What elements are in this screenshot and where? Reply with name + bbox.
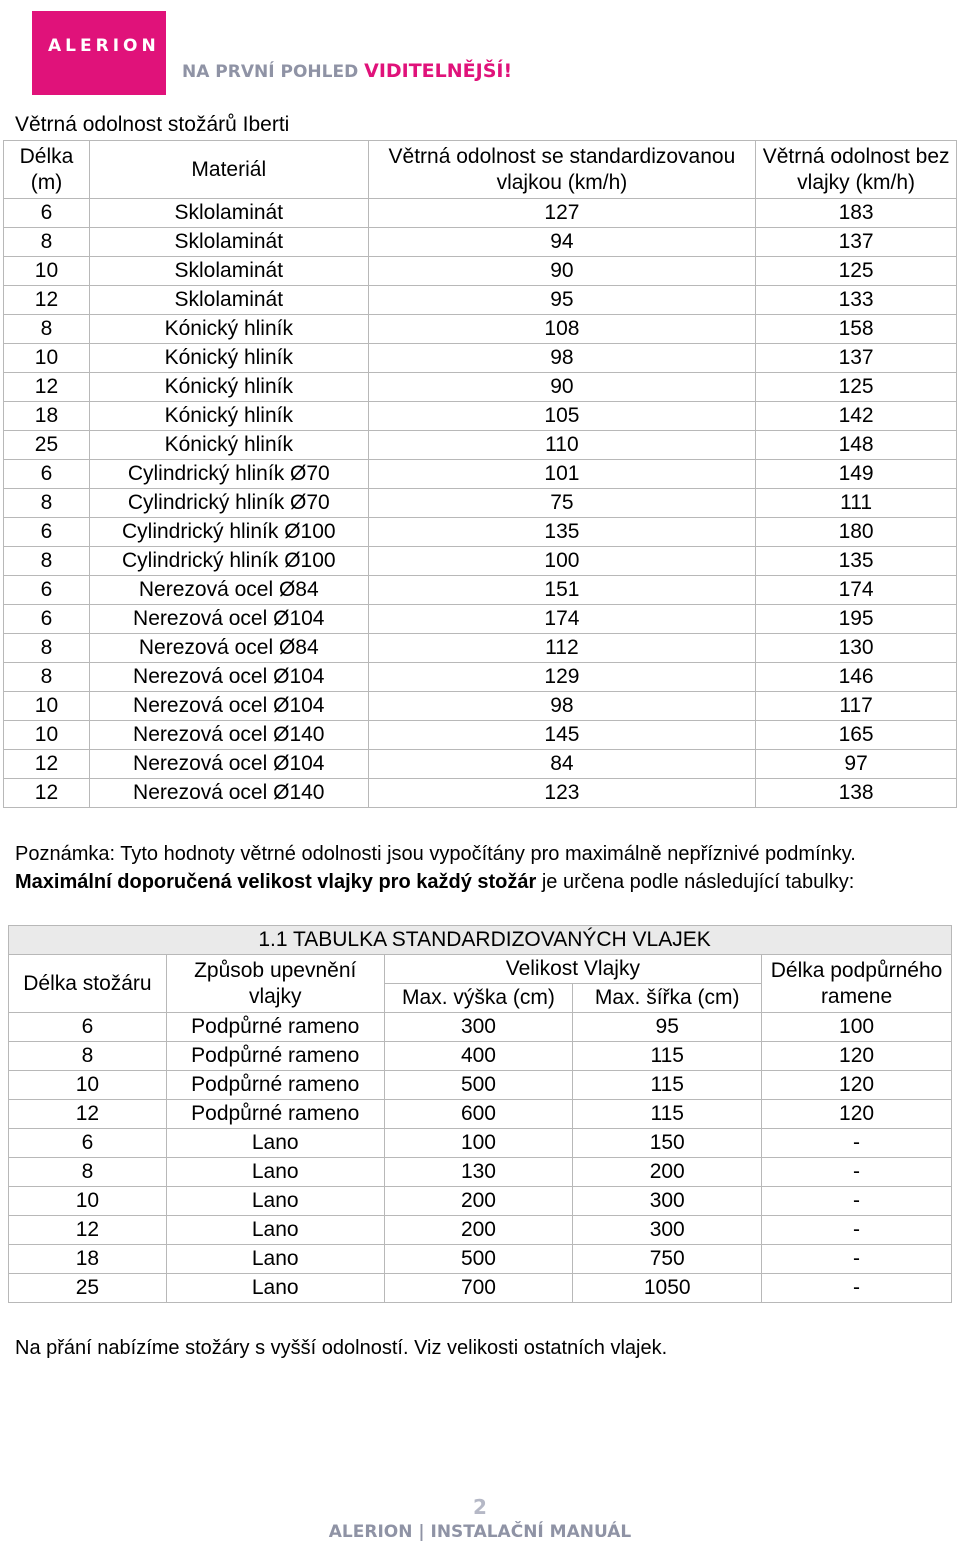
table-cell: Lano: [166, 1274, 384, 1303]
table-cell: 108: [368, 315, 756, 344]
table-cell: 400: [384, 1042, 573, 1071]
table-row: [4, 257, 957, 286]
table-row: [9, 1187, 952, 1216]
table-cell: 133: [756, 286, 957, 315]
tagline-part-a: NA PRVNÍ POHLED: [182, 62, 359, 82]
table-cell: 135: [368, 518, 756, 547]
table-row: [4, 315, 957, 344]
table-cell: Kónický hliník: [89, 373, 368, 402]
table-cell: 6: [4, 576, 90, 605]
table-cell: 180: [756, 518, 957, 547]
table-cell: 125: [756, 257, 957, 286]
table-cell: 6: [4, 605, 90, 634]
table-cell: Nerezová ocel Ø140: [89, 721, 368, 750]
note-line-1: Poznámka: Tyto hodnoty větrné odolnosti jsou vypočítány pro maximálně nepříznivé podmínky.: [15, 843, 856, 865]
table-cell: 10: [4, 344, 90, 373]
table-row: [9, 1013, 952, 1042]
table-row: [4, 286, 957, 315]
table-row: [4, 344, 957, 373]
table-cell: 145: [368, 721, 756, 750]
table-cell: 120: [762, 1100, 952, 1129]
table-cell: 6: [4, 199, 90, 228]
table-row: [4, 402, 957, 431]
table-cell: 195: [756, 605, 957, 634]
table-cell: 183: [756, 199, 957, 228]
header-arm-length: Délka podpůrného ramene: [762, 955, 952, 1013]
table-cell: 12: [4, 373, 90, 402]
table-row: [9, 1216, 952, 1245]
table-cell: Cylindrický hliník Ø70: [89, 489, 368, 518]
table-cell: 8: [4, 663, 90, 692]
table-row: [9, 1158, 952, 1187]
table-cell: 95: [368, 286, 756, 315]
table-cell: 100: [762, 1013, 952, 1042]
table-row: [4, 199, 957, 228]
table-cell: Cylindrický hliník Ø100: [89, 518, 368, 547]
table-cell: Kónický hliník: [89, 431, 368, 460]
table-cell: 600: [384, 1100, 573, 1129]
table-cell: 110: [368, 431, 756, 460]
table-cell: 100: [368, 547, 756, 576]
closing-text: Na přání nabízíme stožáry s vyšší odolností. Viz velikosti ostatních vlajek.: [15, 1337, 668, 1359]
table-cell: 300: [384, 1013, 573, 1042]
table-cell: 700: [384, 1274, 573, 1303]
table-cell: Podpůrné rameno: [166, 1013, 384, 1042]
header-mounting: Způsob upevnění vlajky: [166, 955, 384, 1013]
table-cell: 137: [756, 228, 957, 257]
table-cell: 10: [4, 721, 90, 750]
table-row: [9, 1129, 952, 1158]
table-cell: 130: [756, 634, 957, 663]
table-cell: 75: [368, 489, 756, 518]
table-cell: 125: [756, 373, 957, 402]
table-cell: 8: [9, 1158, 167, 1187]
table-cell: 105: [368, 402, 756, 431]
table-cell: Lano: [166, 1129, 384, 1158]
table-cell: 500: [384, 1071, 573, 1100]
table-cell: 300: [573, 1187, 762, 1216]
table-row: [4, 721, 957, 750]
table-header-row: [4, 141, 957, 199]
table-cell: 10: [9, 1187, 167, 1216]
table-cell: 115: [573, 1071, 762, 1100]
table-cell: 6: [4, 460, 90, 489]
table-cell: Sklolaminát: [89, 199, 368, 228]
table-cell: 120: [762, 1071, 952, 1100]
header-with-flag: Větrná odolnost se standardizovanou vlajkou (km/h): [368, 141, 756, 199]
table-cell: 151: [368, 576, 756, 605]
table-cell: Kónický hliník: [89, 344, 368, 373]
table-row: [4, 373, 957, 402]
table-row: [4, 663, 957, 692]
table-cell: 10: [4, 692, 90, 721]
table-cell: 115: [573, 1100, 762, 1129]
table-cell: 200: [384, 1187, 573, 1216]
table-cell: Sklolaminát: [89, 228, 368, 257]
table-cell: 117: [756, 692, 957, 721]
table-cell: Podpůrné rameno: [166, 1071, 384, 1100]
table-cell: 1050: [573, 1274, 762, 1303]
wind-resistance-table: [3, 140, 957, 808]
table-cell: 135: [756, 547, 957, 576]
table-cell: 10: [9, 1071, 167, 1100]
table-row: [4, 634, 957, 663]
table-row: [4, 605, 957, 634]
table1-title: Větrná odolnost stožárů Iberti: [15, 113, 290, 136]
table-row: [9, 1042, 952, 1071]
table-cell: 120: [762, 1042, 952, 1071]
table-cell: Nerezová ocel Ø104: [89, 605, 368, 634]
table-cell: 12: [9, 1100, 167, 1129]
table-cell: -: [762, 1187, 952, 1216]
header-flag-size: Velikost Vlajky: [384, 955, 762, 984]
table-cell: Lano: [166, 1187, 384, 1216]
table-cell: 25: [9, 1274, 167, 1303]
table-cell: Podpůrné rameno: [166, 1100, 384, 1129]
table-cell: 6: [4, 518, 90, 547]
table-cell: Sklolaminát: [89, 257, 368, 286]
table-cell: 148: [756, 431, 957, 460]
table-cell: 127: [368, 199, 756, 228]
table-cell: Nerezová ocel Ø140: [89, 779, 368, 808]
tagline-part-b: VIDITELNĚJŠÍ!: [364, 60, 513, 82]
table-cell: 150: [573, 1129, 762, 1158]
table-cell: 8: [4, 228, 90, 257]
table-row: [4, 750, 957, 779]
table-cell: 200: [384, 1216, 573, 1245]
table-cell: 6: [9, 1129, 167, 1158]
table-cell: 8: [4, 315, 90, 344]
table-cell: 8: [4, 634, 90, 663]
table-cell: 25: [4, 431, 90, 460]
page-number: 2: [473, 1495, 487, 1519]
title-spacer: [9, 926, 167, 955]
table-cell: 500: [384, 1245, 573, 1274]
table-cell: 129: [368, 663, 756, 692]
header-length: Délka (m): [4, 141, 90, 199]
table-cell: 123: [368, 779, 756, 808]
header-max-width: Max. šířka (cm): [573, 984, 762, 1013]
table-cell: 12: [4, 286, 90, 315]
table-cell: 12: [4, 750, 90, 779]
table-cell: -: [762, 1158, 952, 1187]
logo-text: ALERION: [48, 36, 160, 56]
table-cell: Nerezová ocel Ø104: [89, 692, 368, 721]
table-cell: 95: [573, 1013, 762, 1042]
table-cell: 142: [756, 402, 957, 431]
table-cell: 10: [4, 257, 90, 286]
note-bold: Maximální doporučená velikost vlajky pro každý stožár: [15, 871, 537, 893]
table-cell: 18: [9, 1245, 167, 1274]
table-cell: Sklolaminát: [89, 286, 368, 315]
table-cell: 115: [573, 1042, 762, 1071]
table-cell: 149: [756, 460, 957, 489]
table-cell: Lano: [166, 1216, 384, 1245]
table-cell: 18: [4, 402, 90, 431]
table-row: [9, 1100, 952, 1129]
header-mast-length: Délka stožáru: [9, 955, 167, 1013]
table-cell: 98: [368, 344, 756, 373]
table-cell: 200: [573, 1158, 762, 1187]
table-cell: Kónický hliník: [89, 315, 368, 344]
table-row: [4, 779, 957, 808]
table-cell: Nerezová ocel Ø84: [89, 634, 368, 663]
table-row: [9, 1245, 952, 1274]
table-cell: 300: [573, 1216, 762, 1245]
table-cell: 94: [368, 228, 756, 257]
table-cell: 146: [756, 663, 957, 692]
table-cell: 130: [384, 1158, 573, 1187]
table-row: [4, 431, 957, 460]
note-rest: je určena podle následující tabulky:: [536, 871, 855, 893]
table-cell: 750: [573, 1245, 762, 1274]
table-cell: 90: [368, 257, 756, 286]
table-cell: 111: [756, 489, 957, 518]
table-row: [4, 228, 957, 257]
table-cell: Cylindrický hliník Ø70: [89, 460, 368, 489]
table-cell: -: [762, 1245, 952, 1274]
table-cell: -: [762, 1129, 952, 1158]
table-cell: 158: [756, 315, 957, 344]
table-cell: Lano: [166, 1245, 384, 1274]
table-cell: 100: [384, 1129, 573, 1158]
table-cell: 97: [756, 750, 957, 779]
table-row: [4, 489, 957, 518]
header-without-flag: Větrná odolnost bez vlajky (km/h): [756, 141, 957, 199]
table-cell: Lano: [166, 1158, 384, 1187]
header-material: Materiál: [89, 141, 368, 199]
table-cell: 138: [756, 779, 957, 808]
table-row: [4, 460, 957, 489]
table-cell: Nerezová ocel Ø104: [89, 663, 368, 692]
table-row: [4, 518, 957, 547]
table-cell: 101: [368, 460, 756, 489]
table2-title: 1.1 TABULKA STANDARDIZOVANÝCH VLAJEK: [166, 926, 951, 955]
table-row: [4, 547, 957, 576]
header-max-height: Max. výška (cm): [384, 984, 573, 1013]
table-cell: Cylindrický hliník Ø100: [89, 547, 368, 576]
table-cell: Podpůrné rameno: [166, 1042, 384, 1071]
table-row: [4, 576, 957, 605]
tagline: [182, 60, 512, 82]
table-row: [4, 692, 957, 721]
table-cell: 137: [756, 344, 957, 373]
footer-text: ALERION | INSTALAČNÍ MANUÁL: [328, 1522, 632, 1542]
table-cell: 8: [9, 1042, 167, 1071]
note-line-2: [15, 871, 854, 894]
table-cell: -: [762, 1216, 952, 1245]
table-cell: Nerezová ocel Ø104: [89, 750, 368, 779]
table-cell: 165: [756, 721, 957, 750]
table-cell: 174: [368, 605, 756, 634]
table-cell: Nerezová ocel Ø84: [89, 576, 368, 605]
table-cell: 174: [756, 576, 957, 605]
table-cell: 84: [368, 750, 756, 779]
table-cell: 98: [368, 692, 756, 721]
table-cell: 90: [368, 373, 756, 402]
flag-size-table: [8, 925, 952, 1303]
table-cell: -: [762, 1274, 952, 1303]
table-cell: 12: [9, 1216, 167, 1245]
table-cell: 112: [368, 634, 756, 663]
table-cell: 6: [9, 1013, 167, 1042]
table-row: [9, 1274, 952, 1303]
table-cell: 8: [4, 489, 90, 518]
table-row: [9, 1071, 952, 1100]
table-cell: 8: [4, 547, 90, 576]
table-cell: 12: [4, 779, 90, 808]
table-cell: Kónický hliník: [89, 402, 368, 431]
